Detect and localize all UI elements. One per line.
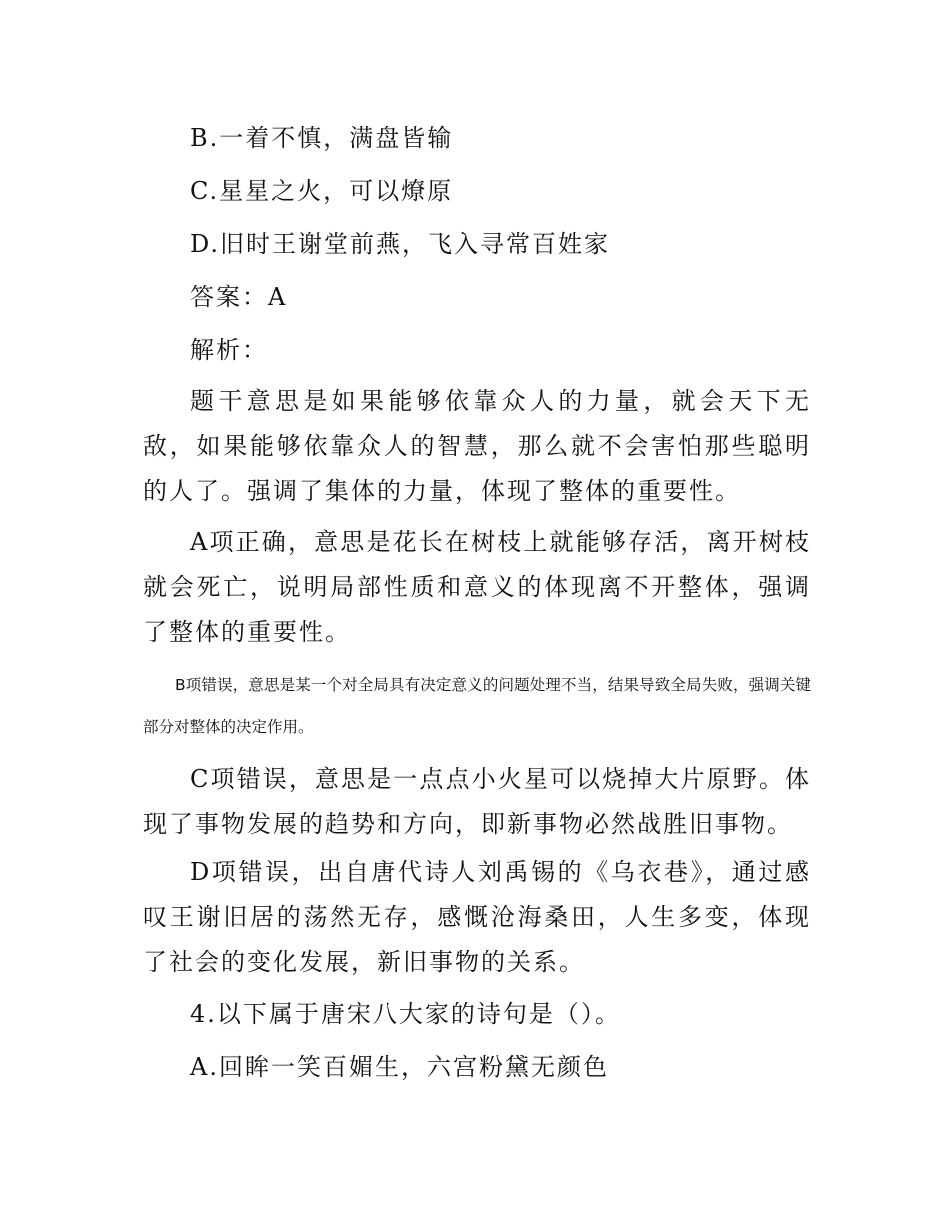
analysis-option-c-paragraph: C项错误，意思是一点点小火星可以烧掉大片原野。体现了事物发展的趋势和方向，即新事物必然战胜旧事物。	[143, 765, 811, 838]
analysis-option-b-paragraph: B项错误，意思是某一个对全局具有决定意义的问题处理不当，结果导致全局失败，强调关键部分对整体的决定作用。	[143, 676, 811, 736]
option-c: C.星星之火，可以燎原	[190, 177, 454, 205]
analysis-option-a-paragraph: A项正确，意思是花长在树枝上就能够存活，离开树枝就会死亡，说明局部性质和意义的体现离不开整体，强调了整体的重要性。	[143, 528, 811, 646]
question-4: 4.以下属于唐宋八大家的诗句是（）。	[190, 1000, 621, 1028]
question-4-option-a: A.回眸一笑百媚生，六宫粉黛无颜色	[190, 1053, 609, 1081]
analysis-label: 解析：	[190, 336, 268, 364]
analysis-stem-paragraph: 题干意思是如果能够依靠众人的力量，就会天下无敌，如果能够依靠众人的智慧，那么就不会害怕那些聪明的人了。强调了集体的力量，体现了整体的重要性。	[143, 387, 811, 505]
answer: 答案：A	[190, 283, 288, 311]
option-d: D.旧时王谢堂前燕，飞入寻常百姓家	[190, 230, 611, 258]
analysis-option-d-paragraph: D项错误，出自唐代诗人刘禹锡的《乌衣巷》，通过感叹王谢旧居的荡然无存，感慨沧海桑田，人生多变，体现了社会的变化发展，新旧事物的关系。	[143, 858, 811, 976]
option-b: B.一着不慎，满盘皆输	[190, 124, 454, 152]
